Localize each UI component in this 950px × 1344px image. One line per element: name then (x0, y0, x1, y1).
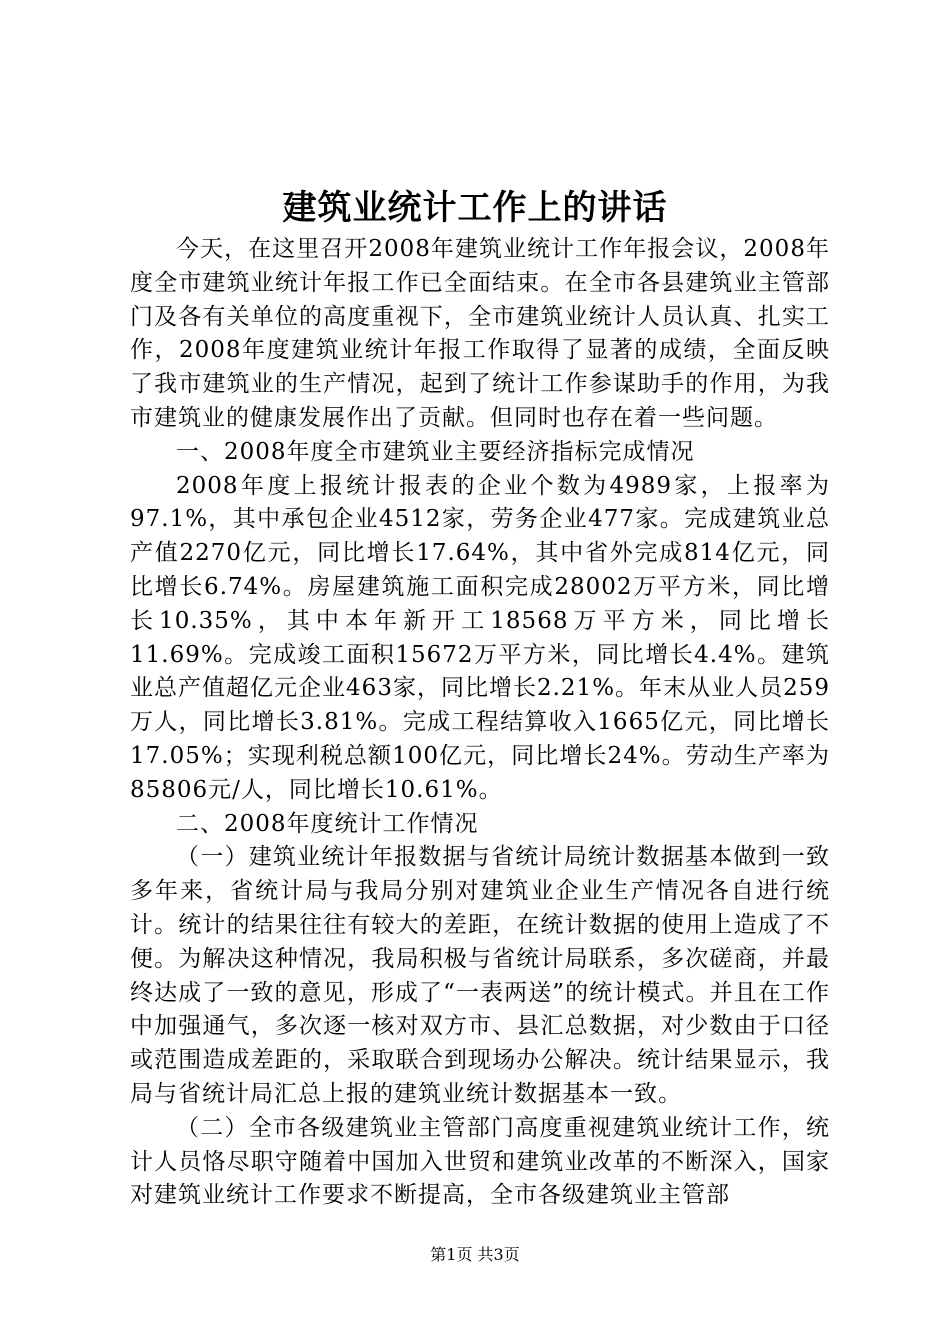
section-heading-1: 一、2008年度全市建筑业主要经济指标完成情况 (176, 438, 695, 465)
page-footer: 第1页 共3页 (430, 1245, 520, 1264)
paragraph-item-2: （二）全市各级建筑业主管部门高度重视建筑业统计工作，统计人员恪尽职守随着中国加入世贸和建筑业改革的不断深入，国家对建筑业统计工作要求不断提高，全市各级建筑业主管部 (130, 1114, 830, 1209)
paragraph-indicators: 2008年度上报统计报表的企业个数为4989家，上报率为97.1%，其中承包企业4512家，劳务企业477家。完成建筑业总产值2270亿元，同比增长17.64%，其中省外完成814亿元，同比增长6.74%。房屋建筑施工面积完成28002万平方米，同比增长10.35%，其中本年新开工18568万平方米，同比增长11.69%。完成竣工面积15672万平方米，同比增长4.4%。建筑业总产值超亿元企业463家，同比增长2.21%。年末从业人员259万人，同比增长3.81%。完成工程结算收入1665亿元，同比增长17.05%；实现利税总额100亿元，同比增长24%。劳动生产率为85806元/人，同比增长10.61%。 (130, 472, 830, 803)
document-body (130, 233, 830, 1213)
paragraph-item-1: （一）建筑业统计年报数据与省统计局统计数据基本做到一致多年来，省统计局与我局分别对建筑业企业生产情况各自进行统计。统计的结果往往有较大的差距，在统计数据的使用上造成了不便。为解决这种情况，我局积极与省统计局联系，多次磋商，并最终达成了一致的意见，形成了“一表两送”的统计模式。并且在工作中加强通气，多次逐一核对双方市、县汇总数据，对少数由于口径或范围造成差距的，采取联合到现场办公解决。统计结果显示，我局与省统计局汇总上报的建筑业统计数据基本一致。 (130, 844, 830, 1107)
paragraph-intro: 今天，在这里召开2008年建筑业统计工作年报会议，2008年度全市建筑业统计年报工作已全面结束。在全市各县建筑业主管部门及各有关单位的高度重视下，全市建筑业统计人员认真、扎实工作，2008年度建筑业统计年报工作取得了显著的成绩，全面反映了我市建筑业的生产情况，起到了统计工作参谋助手的作用，为我市建筑业的健康发展作出了贡献。但同时也存在着一些问题。 (130, 236, 830, 431)
section-heading-2: 二、2008年度统计工作情况 (176, 810, 479, 837)
document-title: 建筑业统计工作上的讲话 (282, 188, 668, 228)
